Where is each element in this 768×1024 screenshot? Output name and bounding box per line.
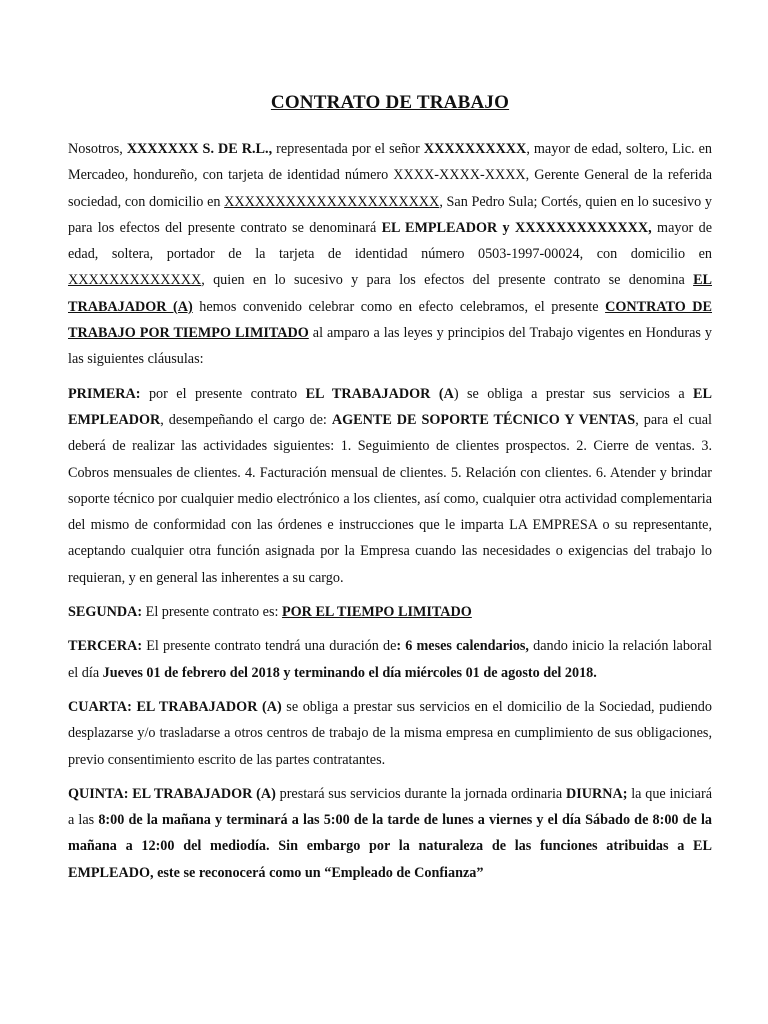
text-run: ) se obliga a prestar sus servicios a [453,385,694,402]
text-run: El presente contrato es: [142,604,282,621]
text-run: EL EMPLEADOR y XXXXXXXXXXXXX, [381,219,652,236]
text-run: la que iniciará a las [68,785,713,829]
text-run: mayor de edad, soltera, portador de la tarjeta de identidad número 0503-1997-00024, con domicilio en [68,219,712,263]
document-body [68,136,712,886]
text-run: PRIMERA: [68,385,141,402]
text-run: : 6 meses calendarios, [396,638,529,655]
text-run: CUARTA: EL TRABAJADOR (A) [68,698,282,715]
text-run: EL TRABAJADOR (A [305,385,454,402]
text-run: al amparo a las leyes y principios del Trabajo vigentes en Honduras y las siguientes cláusulas: [68,325,712,368]
text-run: , para el cual deberá de realizar las actividades siguientes: 1. Seguimiento de clientes prospectos. 2. Cierre de ventas. 3. Cobros mensuales de clientes. 4. Facturación mensual de clientes. 5. Relación con clientes. 6. Atender y brindar soporte técnico por cualquier medio electrónico a los clientes, así como, cualquier otra actividad complementaria del mismo de conformidad con las órdenes e instrucciones que le imparta LA EMPRESA o su representante, aceptando cualquier otra función asignada por la Empresa cuando las necesidades o exigencias del trabajo lo requieran, y en general las inherentes a su cargo. [68,411,713,586]
text-run: representada por el señor [272,141,424,157]
text-run: AGENTE DE SOPORTE TÉCNICO Y VENTAS [331,411,636,428]
text-run: hemos convenido celebrar como en efecto celebramos, el presente [192,298,606,315]
paragraph [68,136,712,373]
text-run: SEGUNDA: [68,604,143,621]
text-run: XXXXXXX S. DE R.L., [126,141,273,157]
text-run: EL TRABAJADOR (A) [68,272,712,315]
text-run: Nosotros, [68,141,127,157]
paragraph [68,633,712,686]
text-run: CONTRATO DE TRABAJO POR TIEMPO LIMITADO [68,298,712,342]
text-run: prestará sus servicios durante la jornada ordinaria [275,785,566,802]
text-run: , desempeñando el cargo de: [160,411,332,428]
text-run: QUINTA: EL TRABAJADOR (A) [68,785,276,802]
text-run: XXXXXXXXXXXXX [68,272,202,289]
paragraph [68,381,712,591]
text-run: , mayor de edad, soltero, Lic. en Mercadeo, hondureño, con tarjeta de identidad número XXXX-XXXX-XXXX, Gerente General de la referida sociedad, con domicilio en [68,141,713,210]
text-run: , San Pedro Sula; Cortés, quien en lo sucesivo y para los efectos del presente contrato se denominará [68,193,712,236]
paragraph [68,694,712,773]
text-run: se obliga a prestar sus servicios en el domicilio de la Sociedad, pudiendo desplazarse y/o trasladarse a otros centros de trabajo de la misma empresa en cumplimiento de sus obligaciones, previo consentimiento escrito de las partes contratantes. [68,698,712,768]
text-run: 8:00 de la mañana y terminará a las 5:00 de la tarde de lunes a viernes y el día Sábado de 8:00 de la mañana a 12:00 del mediodía. Sin embargo por la naturaleza de las funciones atribuidas a EL EMPLEADO, este se reconocerá como un “Empleado de Confianza” [68,812,712,881]
text-run: POR EL TIEMPO LIMITADO [281,604,472,621]
text-run: EL EMPLEADOR [68,385,712,428]
paragraph [68,599,712,625]
paragraph [68,781,712,886]
text-run: dando inicio la relación laboral el día [68,638,712,681]
page-title: CONTRATO DE TRABAJO [270,92,510,113]
text-run: XXXXXXXXXXXXXXXXXXXXX [224,193,440,210]
text-run: , quien en lo sucesivo y para los efectos del presente contrato se denomina [201,272,694,289]
text-run: TERCERA: [68,638,143,655]
text-run: por el presente contrato [140,385,306,402]
text-run: Jueves 01 de febrero del 2018 y terminando el día miércoles 01 de agosto del 2018. [102,664,597,681]
text-run: DIURNA; [565,785,628,802]
text-run: El presente contrato tendrá una duración de [142,638,397,655]
text-run: XXXXXXXXXX [423,141,527,157]
